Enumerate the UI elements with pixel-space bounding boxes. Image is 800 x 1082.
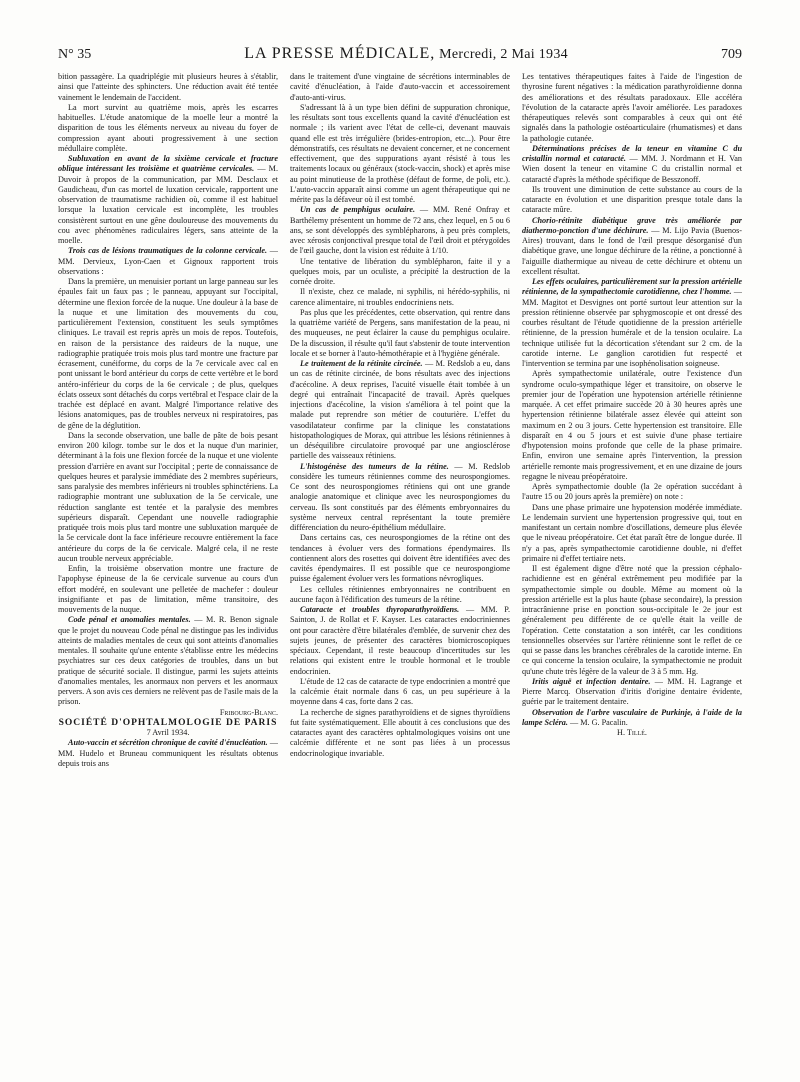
paragraph: L'histogénèse des tumeurs de la rétine. — M. Redslob considère les tumeurs rétiniennes comme des neurospongiomes. Ce sont des neurospongiomes rétiniens qui ont une grande analogie anatomique et clinique avec les neurospongiomes du cerveau. Ils sont constitués par des éléments embryonnaires du système nerveux central représentant la toute première différenciation du neuro-épithélium médullaire. — [290, 461, 510, 532]
paragraph: Auto-vaccin et sécrétion chronique de cavité d'énucléation. — MM. Hudelo et Bruneau communiquent les résultats obtenus depuis trois ans — [58, 738, 278, 768]
paragraph: Dans certains cas, ces neurospongiomes de la rétine ont des tendances à évoluer vers des formations épendymaires. Ils contiennent alors des rosettes qui doivent être identifiées avec des cavités épendymaires. Il est possible que ce neurospongiome puisse également évoluer vers les formations névrogliques. — [290, 533, 510, 584]
page-number: 709 — [721, 47, 742, 62]
paragraph: Dans une phase primaire une hypotension modérée immédiate. Le lendemain survient une hypertension progressive qui, tout en manifestant un certain nombre d'oscillations, demeure plus élevée que le niveau préopératoire. Cet état paraît être de longue durée. Il n'y a pas, après sympathectomie carotidienne double, ni d'effet primaire ni d'effet tertiaire nets. — [522, 502, 742, 563]
paragraph: Après sympathectomie double (la 2e opération succédant à l'autre 15 ou 20 jours après la première) on note : — [522, 482, 742, 502]
author-signature: H. Tillé. — [617, 728, 647, 737]
paragraph: Pas plus que les précédentes, cette observation, qui rentre dans la quatrième variété de Pergens, sans manifestation de la peau, ni des muqueuses, ne peut éclairer la cause du pemphigus oculaire. De la discussion, il résulte qu'il faut s'abstenir de toute intervention locale et se borner à l'auto-hémothérapie et à l'hygiène générale. — [290, 307, 510, 358]
section-title: Un cas de pemphigus oculaire. — [300, 205, 416, 215]
section-title: Le traitement de la rétinite circinée. — [300, 359, 423, 368]
section-title: Code pénal et anomalies mentales. — [68, 615, 191, 625]
article-columns — [58, 72, 742, 1072]
section-title: L'histogénèse des tumeurs de la rétine. — [300, 461, 449, 471]
paragraph: Une tentative de libération du symblépharon, faite il y a quelques mois, par un oculiste, a précipité la destruction de la cornée droite. — [290, 256, 510, 286]
paragraph: La mort survint au quatrième mois, après les escarres habituelles. L'étude anatomique de la moelle leur a montré la disparition de tous les éléments nerveux au niveau du foyer de compression ayant abouti progressivement à une section médullaire complète. — [58, 102, 278, 153]
paragraph: Subluxation en avant de la sixième cervicale et fracture oblique intéressant les troisième et quatrième cervicales. — M. Duvoir à propos de la communication, par MM. Desclaux et Gaudicheau, d'un cas mortel de luxation cervicale, rapportent une observation de traumatisme rachidien où, comme il est habituel lorsque la luxation cervicale est incomplète, les troubles consistèrent surtout en une gêne douloureuse des mouvements du cou avec phénomènes radiculaires légers, sans atteinte de la moelle. — [58, 154, 278, 245]
paragraph: Enfin, la troisième observation montre une fracture de l'apophyse épineuse de la 6e cervicale survenue au cours d'un effort modéré, en soulevant une pelletée de machefer : douleur insignifiante et pas de limitation, même transitoire, des mouvements de la nuque. — [58, 564, 278, 614]
section-title: Subluxation en avant de la sixième cervicale et fracture oblique intéressant les troisième et quatrième cervicales. — [58, 154, 278, 174]
paragraph: bition passagère. La quadriplégie mit plusieurs heures à s'établir, ainsi que l'atteinte des sphincters. Une réduction avait été tentée vainement le lendemain de l'accident. — [58, 72, 278, 102]
paragraph: Un cas de pemphigus oculaire. — MM. René Onfray et Barthélemy présentent un homme de 72 ans, chez lequel, en 5 ou 6 ans, se sont développés des symblépharons, à peu près complets, avec xérosis conjonctival presque total de l'œil droit et ptérygoïdes de l'œil gauche, dont la vision est réduite à 1/10. — [290, 205, 510, 256]
section-title: Auto-vaccin et sécrétion chronique de cavité d'énucléation. — [68, 738, 268, 748]
paragraph: Les tentatives thérapeutiques faites à l'aide de l'ingestion de thyrosine furent négatives : la médication parathyroïdienne donna des améliorations et des résultats paradoxaux. Elle accéléra l'évolution de la cataracte après l'avoir améliorée. Les paradoxes thérapeutiques relevés sont comparables à ceux qui ont été signalés dans la pathologie ostéoarticulaire (rhumatismes) et dans la pathologie cutanée. — [522, 72, 742, 143]
paragraph: Déterminations précises de la teneur en vitamine C du cristallin normal et cataracté. — MM. J. Nordmann et H. Van Wien dosent la teneur en vitamine C du cristallin normal et cataracté d'après la méthode spécifique de Besszonoff. — [522, 143, 742, 184]
paragraph: Code pénal et anomalies mentales. — M. R. Benon signale que le projet du nouveau Code pénal ne distingue pas les individus atteints de maladies mentales de ceux qui sont atteints d'anomalies mentales. Il souhaite qu'une entente s'établisse entre les médecins psychiatres sur ces deux catégories de troubles, dans un but pratique de sécurité sociale. Il distingue, parmi les sujets atteints d'anomalies mentales, les anormaux non pervers et les anormaux pervers. A son avis ces derniers ne relèvent pas de l'asile mais de la prison. — [58, 615, 278, 707]
paragraph: Trois cas de lésions traumatiques de la colonne cervicale. — MM. Dervieux, Lyon-Caen et Gignoux rapportent trois observations : — [58, 246, 278, 276]
paragraph: Les effets oculaires, particulièrement sur la pression artérielle rétinienne, de la sympathectomie carotidienne, chez l'homme. — MM. Magitot et Desvignes ont porté surtout leur attention sur la pression rétinienne observée par sphygmoscopie et ont dressé des courbes résultant de l'étude quotidienne de la pression artérielle rétinienne, de la pression humérale et de la tension oculaire. La technique utilisée fut la décortication s'étendant sur 2 cm. de la carotide interne. Le ganglion carotidien fut respecté et l'intervention se termina par une isophénolisation soigneuse. — [522, 277, 742, 368]
author-signature: Fribourg-Blanc. — [219, 707, 278, 717]
section-title: Cataracte et troubles thyroparathyroïdiens. — [300, 605, 460, 614]
paragraph: La recherche de signes parathyroïdiens et de signes thyroïdiens fut faite systématiquement. Elle aboutit à ces conclusions que des cataractes ayant des caractères ophtalmologiques voisins ont une calcémie différente et ne sont pas liées à un processus endocrinologique invariable. — [290, 707, 510, 758]
section-title: Déterminations précises de la teneur en vitamine C du cristallin normal et cataracté. — [522, 143, 742, 163]
paragraph: Les cellules rétiniennes embryonnaires ne contribuent en aucune façon à l'édification des tumeurs de la rétine. — [290, 584, 510, 604]
paragraph: Dans la seconde observation, une balle de pâte de bois pesant environ 200 kilogr. tombe sur le dos et la nuque d'un marinier, déterminant à la fois une flexion forcée de la nuque et une violente pression d'arrière en avant sur l'occipital ; perte de connaissance de quelques heures et paralysie immédiate des 2 membres supérieurs, sans paralysie des membres inférieurs ni troubles sphinctériens. La radiographie montrant une subluxation de la 5e cervicale, une réduction sanglante est tentée et la paralysie des membres supérieurs disparaît. Cependant une nouvelle radiographie pratiquée trois mois plus tard montre une subluxation marquée de la 5e cervicale dont la face inférieure recouvre entièrement la face antérieure du corps de la 6e cervicale. Malgré cela, il ne reste aucun trouble nerveux appréciable. — [58, 430, 278, 563]
column-middle — [290, 72, 510, 1072]
paragraph: S'adressant là à un type bien défini de suppuration chronique, les résultats sont tous excellents quand la cavité d'énucléation est normale ; ils varient avec l'état de celle-ci, devenant mauvais quand elle est très irrégulière (brides-entropion, etc...). Pour être démonstratifs, ces résultats ne devaient concerner, et ne concernent effectivement, que des suppurations ayant résisté à tous les traitements locaux ou généraux (stock-vaccin, shock) et après mise au point minutieuse de la prothèse (défaut de forme, de poli, etc.). L'auto-vaccin apparaît ainsi comme un agent thérapeutique qui ne mérite pas la défaveur où il est tombé. — [290, 102, 510, 204]
column-left — [58, 72, 278, 1072]
section-title: Iritis aiguë et infection dentaire. — [532, 676, 651, 686]
section-title: Trois cas de lésions traumatiques de la colonne cervicale. — [68, 246, 268, 256]
paragraph: Ils trouvent une diminution de cette substance au cours de la cataracte en évolution et une disparition presque totale dans la cataracte mûre. — [522, 184, 742, 215]
paragraph: Chorio-rétinite diabétique grave très améliorée par diathermo-ponction d'une déchirure. — M. Lijo Pavia (Buenos-Aires) trouvant, dans le fond de l'œil presque désorganisé d'un diabétique grave, une longue déchirure de la rétine, a ponctionné à l'aiguille diathermique au niveau de cette déchirure et obtenu un excellent résultat. — [522, 215, 742, 276]
section-title: Chorio-rétinite diabétique grave très améliorée par diathermo-ponction d'une déchirure. — [522, 215, 742, 235]
section-title: Les effets oculaires, particulièrement sur la pression artérielle rétinienne, de la sympathectomie carotidienne, chez l'homme. — [522, 277, 742, 297]
paragraph: Observation de l'arbre vasculaire de Purkinje, à l'aide de la lampe Scléra. — M. G. Pacalin. — [522, 707, 742, 727]
column-right — [522, 72, 742, 1072]
issue-date: Mercredi, 2 Mai 1934 — [439, 47, 568, 62]
section-title: Observation de l'arbre vasculaire de Purkinje, à l'aide de la lampe Scléra. — [522, 707, 742, 727]
paragraph: L'étude de 12 cas de cataracte de type endocrinien a montré que la calcémie était normale dans 6 cas, un peu supérieure à la moyenne dans 4 cas, forte dans 2 cas. — [290, 676, 510, 707]
issue-number: N° 35 — [58, 47, 92, 62]
paragraph: Le traitement de la rétinite circinée. — M. Redslob a eu, dans un cas de rétinite circinée, de bons résultats avec des injections d'acécoline. A deux reprises, l'acuité visuelle était tombée à un degré qui entraînait l'incapacité de travail. Après quelques injections d'acécoline, la vision s'améliora à tel point que la malade put reprendre son métier de couturière. L'effet du vasodilatateur confirme par la clinique les constatations histopathologiques de Morax, qui attribue les lésions rétiniennes à un déséquilibre circulatoire provoqué par une angiosclérose partielle des vaisseaux rétiniens. — [290, 359, 510, 461]
masthead — [244, 45, 568, 63]
paragraph: Après sympathectomie unilatérale, outre l'existence d'un syndrome oculo-sympathique léger et transitoire, on observe le premier jour de l'opération une hypotension artérielle rétinienne marquée. A cet effet primaire succède 20 à 30 heures après une hypertension rétinienne bilatérale assez élevée qui atteint son maximum en 2 ou 3 jours. Cette hypertension est transitoire. Elle disparaît en 4 ou 5 jours et est suivie d'une phase tertiaire d'hypotension moins profonde que celle de la phase primaire. Enfin, environ une semaine après l'intervention, la pression artérielle remonte mais progressivement, et en une dizaine de jours regagne le niveau préopératoire. — [522, 369, 742, 481]
paragraph: Iritis aiguë et infection dentaire. — MM. H. Lagrange et Pierre Marcq. Observation d'iritis d'origine dentaire évidente, guérie par le traitement dentaire. — [522, 676, 742, 707]
session-date: 7 Avril 1934. — [146, 728, 190, 737]
journal-title: LA PRESSE MÉDICALE, — [244, 45, 436, 62]
paragraph: Il est également digne d'être noté que la pression céphalo-rachidienne est en général extrêmement peu modifiée par la sympathectomie simple ou double. Même au moment où la pression artérielle est la plus haute (phase secondaire), la pression intracrânienne prise en ponction sous-occipitale le 2e jour est généralement peu différente de ce qu'elle était la veille de l'opération. Cette constatation a son intérêt, car les conditions tensionnelles observées sur l'artère rétinienne sont le reflet de ce qui se passe dans les branches cérébrales de la carotide interne. En ce qui concerne la tension oculaire, la sympathectomie ne produit qu'une chute très légère de la valeur de 3 à 5 mm. Hg. — [522, 564, 742, 676]
paragraph: Dans la première, un menuisier portant un large panneau sur les épaules fait un faux pas ; le panneau, appuyant sur l'occipital, détermine une flexion forcée de la nuque. Une douleur à la base de la nuque et une limitation des mouvements du cou, particulièrement l'extension, constituent les seuls symptômes cliniques. Le travail est repris après un mois de repos. Toutefois, en raison de la persistance des raideurs de la nuque, une radiographie pratiquée trois mois plus tard montre une fracture par écrasement, cunéiforme, du corps de la 7e cervicale avec cal en pont unissant le bord antérieur du corps de cette vertèbre et le bord antéro-inférieur du corps de la 6e cervicale ; de plus, quelques éclats osseux sont détachés du corps vertébral et l'espace clair de la trachée est déplacé en avant. Malgré l'importance relative des lésions anatomiques, pas de troubles nerveux ni respiratoires, pas de gêne de la déglutition. — [58, 277, 278, 430]
paragraph: dans le traitement d'une vingtaine de sécrétions interminables de cavité d'énucléation, à l'aide d'auto-vaccin et accessoirement d'auto-anti-virus. — [290, 72, 510, 102]
paragraph: Il n'existe, chez ce malade, ni syphilis, ni hérédo-syphilis, ni carence alimentaire, ni troubles endocriniens nets. — [290, 287, 510, 307]
paragraph: Cataracte et troubles thyroparathyroïdiens. — MM. P. Sainton, J. de Rollat et F. Kayser. Les cataractes endocriniennes ont pour caractère d'être bilatérales d'emblée, de survenir chez des sujets jeunes, de présenter des caractères biomicroscopiques spéciaux. Cependant, il reste beaucoup d'incertitudes sur les relations qui existent entre le trouble hormonal et le trouble endocrinien. — [290, 605, 510, 676]
society-heading: SOCIÉTÉ D'OPHTALMOLOGIE DE PARIS — [58, 717, 278, 728]
page-header — [58, 45, 742, 67]
